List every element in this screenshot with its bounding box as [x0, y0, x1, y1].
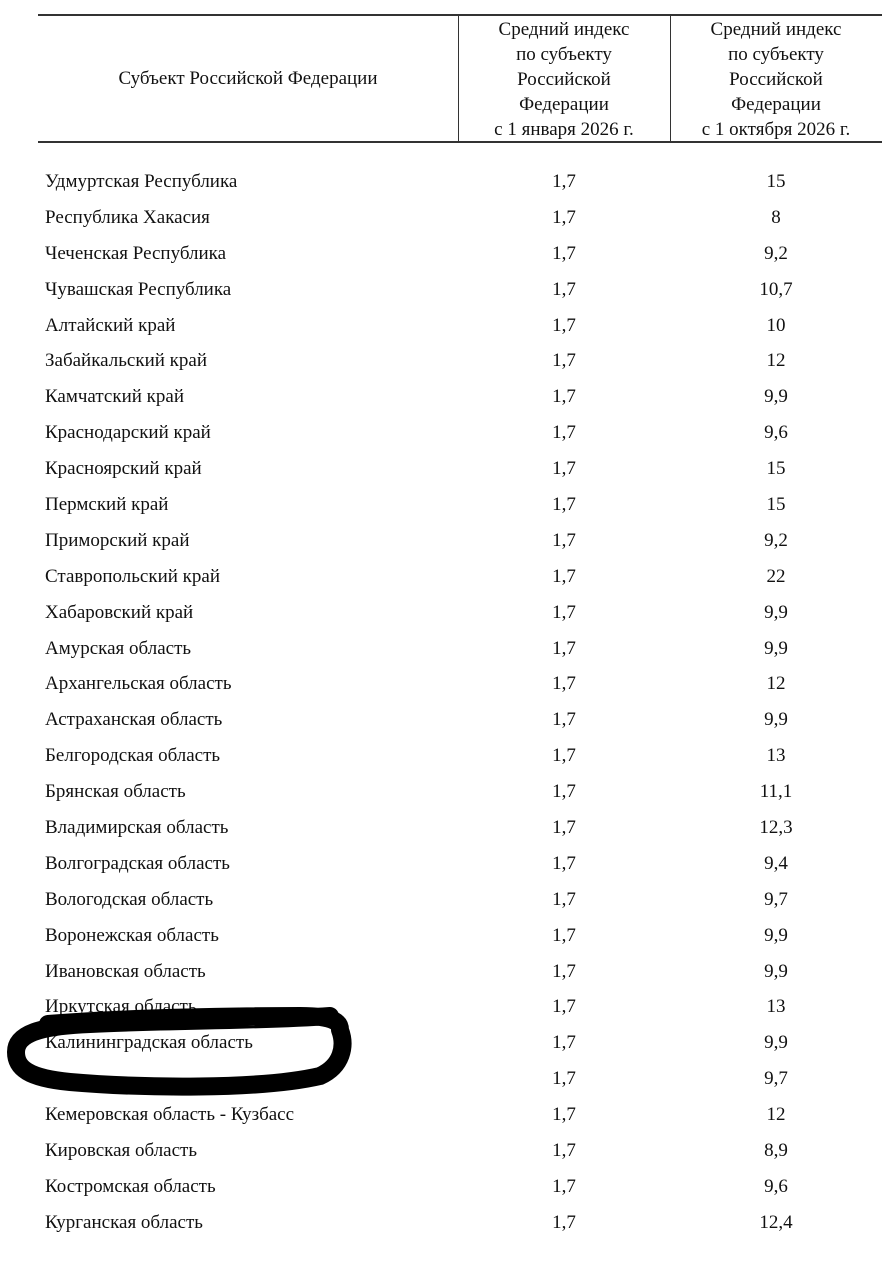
- index-oct-cell: 10,7: [759, 278, 793, 300]
- index-oct-cell: 12: [766, 1104, 786, 1126]
- index-jan-cell: 1,7: [552, 1068, 576, 1090]
- table-row: [0, 415, 882, 451]
- index-oct-cell: 9,9: [764, 386, 788, 408]
- index-oct-cell: 9,6: [764, 422, 788, 444]
- subject-name-cell: Воронежская область: [45, 924, 219, 946]
- index-oct-cell: 9,9: [764, 637, 788, 659]
- index-oct-cell: 15: [766, 458, 786, 480]
- header-line: по субъекту: [516, 44, 612, 65]
- subject-name-cell: Вологодская область: [45, 888, 214, 910]
- table-row: [0, 236, 882, 272]
- index-jan-cell: 1,7: [552, 781, 576, 803]
- index-jan-cell: 1,7: [552, 960, 576, 982]
- table-row: [0, 738, 882, 774]
- subject-name-cell: Брянская область: [45, 781, 186, 803]
- subject-name-cell: Ивановская область: [45, 960, 206, 982]
- index-oct-cell: 9,7: [764, 888, 788, 910]
- table-row: [0, 1133, 882, 1169]
- index-jan-cell: 1,7: [552, 171, 576, 192]
- index-jan-cell: 1,7: [552, 1211, 576, 1233]
- index-oct-cell: 9,2: [764, 242, 788, 264]
- subject-name-cell: Забайкальский край: [45, 350, 207, 372]
- table-row: [0, 666, 882, 702]
- table-row: [0, 846, 882, 882]
- header-index-jan: [458, 17, 670, 142]
- index-oct-cell: 13: [766, 996, 786, 1018]
- table-row: [0, 559, 882, 595]
- table-row: [0, 523, 882, 559]
- header-line: Средний индекс: [498, 19, 630, 40]
- index-oct-cell: 22: [766, 565, 786, 587]
- subject-name-cell: Красноярский край: [45, 458, 202, 480]
- index-jan-cell: 1,7: [552, 314, 576, 336]
- index-oct-cell: 12: [766, 350, 786, 372]
- table-row: [0, 1025, 882, 1061]
- index-jan-cell: 1,7: [552, 745, 576, 767]
- index-oct-cell: 9,6: [764, 1175, 788, 1197]
- index-jan-cell: 1,7: [552, 601, 576, 623]
- table-body: [0, 164, 882, 1241]
- subject-name-cell: Республика Хакасия: [45, 206, 210, 228]
- index-oct-cell: 11,1: [759, 781, 793, 803]
- subject-name-cell: Волгоградская область: [45, 852, 230, 874]
- subject-name-cell: Ставропольский край: [45, 565, 221, 587]
- header-line: Федерации: [731, 94, 821, 115]
- table-row: [0, 989, 882, 1025]
- subject-name-cell: Амурская область: [45, 637, 192, 659]
- table-row: [0, 595, 882, 631]
- header-line: Средний индекс: [710, 19, 842, 40]
- index-oct-cell: 9,7: [764, 1068, 788, 1090]
- table-row: [0, 702, 882, 738]
- header-index-oct: [670, 17, 882, 142]
- table-row: [0, 1097, 882, 1133]
- index-jan-cell: 1,7: [552, 386, 576, 408]
- index-oct-cell: 8,9: [764, 1140, 788, 1162]
- index-oct-cell: 9,9: [764, 601, 788, 623]
- index-jan-cell: 1,7: [552, 1175, 576, 1197]
- header-subject: [38, 66, 458, 91]
- index-jan-cell: 1,7: [552, 278, 576, 300]
- index-oct-cell: 12,4: [759, 1211, 793, 1233]
- table-row: [0, 487, 882, 523]
- index-oct-cell: 9,9: [764, 709, 788, 731]
- table-row: [0, 954, 882, 990]
- table-row: [0, 308, 882, 344]
- header-subject-text: Субъект Российской Федерации: [118, 68, 378, 89]
- table-top-rule: [38, 14, 882, 16]
- index-oct-cell: 12: [766, 673, 786, 695]
- table-row: [0, 1169, 882, 1205]
- index-jan-cell: 1,7: [552, 1140, 576, 1162]
- index-jan-cell: 1,7: [552, 673, 576, 695]
- index-oct-cell: 8: [771, 206, 781, 228]
- table-row: [0, 918, 882, 954]
- index-jan-cell: 1,7: [552, 852, 576, 874]
- table-row: [0, 882, 882, 918]
- table-header-rule: [38, 141, 882, 143]
- table-row: [0, 164, 882, 200]
- table-row: [0, 1205, 882, 1241]
- index-jan-cell: 1,7: [552, 817, 576, 839]
- table-row: [0, 451, 882, 487]
- header-line: Российской: [517, 69, 611, 90]
- index-jan-cell: 1,7: [552, 1032, 576, 1054]
- subject-name-cell: Владимирская область: [45, 817, 229, 839]
- index-oct-cell: 9,9: [764, 1032, 788, 1054]
- subject-name-cell: Костромская область: [45, 1175, 216, 1197]
- subject-name-cell: Кировская область: [45, 1140, 198, 1162]
- index-jan-cell: 1,7: [552, 637, 576, 659]
- subject-name-cell: Астраханская область: [45, 709, 223, 731]
- table-row: [0, 272, 882, 308]
- subject-name-cell: Иркутская область: [45, 996, 197, 1018]
- index-oct-cell: 12,3: [759, 817, 793, 839]
- index-jan-cell: 1,7: [552, 565, 576, 587]
- header-line: с 1 января 2026 г.: [494, 119, 634, 140]
- index-jan-cell: 1,7: [552, 996, 576, 1018]
- index-oct-cell: 9,9: [764, 924, 788, 946]
- table-row: [0, 631, 882, 667]
- subject-name-cell: Хабаровский край: [45, 601, 194, 623]
- subject-name-cell: Калининградская область: [45, 1032, 253, 1054]
- index-oct-cell: 9,9: [764, 960, 788, 982]
- subject-name-cell: Краснодарский край: [45, 422, 211, 444]
- index-oct-cell: 15: [766, 171, 786, 192]
- index-oct-cell: 10: [766, 314, 786, 336]
- index-oct-cell: 9,2: [764, 529, 788, 551]
- subject-name-cell: Пермский край: [45, 494, 169, 516]
- header-line: по субъекту: [728, 44, 824, 65]
- subject-name-cell: Кемеровская область - Кузбасс: [45, 1104, 295, 1126]
- index-jan-cell: 1,7: [552, 458, 576, 480]
- subject-name-cell: Алтайский край: [45, 314, 176, 336]
- table-row: [0, 200, 882, 236]
- table-row: [0, 379, 882, 415]
- subject-name-cell: Чеченская Республика: [45, 242, 227, 264]
- subject-name-cell: Удмуртская Республика: [45, 171, 238, 192]
- subject-name-cell: Приморский край: [45, 529, 190, 551]
- subject-name-cell: Чувашская Республика: [45, 278, 232, 300]
- table-row: [0, 774, 882, 810]
- index-jan-cell: 1,7: [552, 494, 576, 516]
- header-line: Федерации: [519, 94, 609, 115]
- index-jan-cell: 1,7: [552, 422, 576, 444]
- subject-name-cell: Белгородская область: [45, 745, 221, 767]
- index-jan-cell: 1,7: [552, 206, 576, 228]
- index-oct-cell: 13: [766, 745, 786, 767]
- subject-name-cell: Архангельская область: [45, 673, 232, 695]
- index-jan-cell: 1,7: [552, 709, 576, 731]
- subject-name-cell: Камчатский край: [45, 386, 184, 408]
- index-jan-cell: 1,7: [552, 924, 576, 946]
- index-jan-cell: 1,7: [552, 1104, 576, 1126]
- index-jan-cell: 1,7: [552, 529, 576, 551]
- index-jan-cell: 1,7: [552, 242, 576, 264]
- index-oct-cell: 15: [766, 494, 786, 516]
- table-row: [0, 343, 882, 379]
- index-jan-cell: 1,7: [552, 350, 576, 372]
- index-oct-cell: 9,4: [764, 852, 788, 874]
- header-line: Российской: [729, 69, 823, 90]
- subject-name-cell: Курганская область: [45, 1211, 203, 1233]
- table-row: [0, 810, 882, 846]
- index-jan-cell: 1,7: [552, 888, 576, 910]
- table-row: [0, 1061, 882, 1097]
- header-line: с 1 октября 2026 г.: [701, 119, 851, 140]
